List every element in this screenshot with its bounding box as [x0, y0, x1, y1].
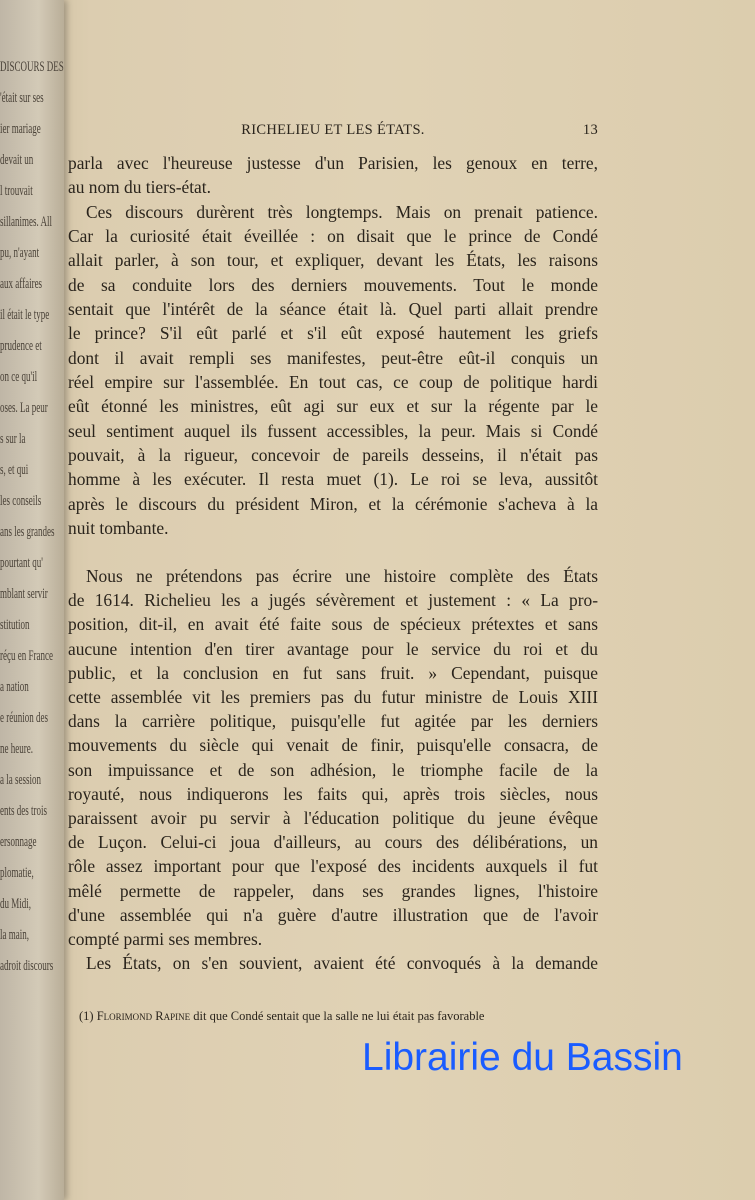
- text-line: eût étonné les ministres, eût agi sur eux et sur la régente par le: [68, 396, 598, 417]
- text-line: aucune intention d'en tirer avantage pour le service du roi et du: [68, 638, 598, 659]
- text-line: mêlé permette de rappeler, dans ses grandes lignes, l'histoire: [68, 880, 598, 901]
- text-line: royauté, nous indiquerons les faits qui, après trois siècles, nous: [68, 783, 598, 804]
- text-line: homme à les exécuter. Il resta muet (1). Le roi se leva, aussitôt: [68, 469, 598, 490]
- text-line: paraissent avoir pu servir à l'éducation politique du jeune évêque: [68, 808, 598, 828]
- facing-page-fragment: adroit discours: [0, 958, 54, 974]
- facing-page-fragment: stitution: [0, 617, 30, 633]
- facing-page-fragment: devait un: [0, 152, 34, 168]
- facing-page-fragment: mblant servir: [0, 586, 48, 602]
- facing-page-fragment: aux affaires: [0, 276, 43, 292]
- watermark-logo: Librairie du Bassin: [362, 1036, 683, 1079]
- text-line: allait parler, à son tour, et expliquer, devant les États, les raisons: [68, 250, 598, 271]
- facing-page-fragment: s, et qui: [0, 462, 29, 478]
- facing-page-fragment: a nation: [0, 679, 29, 695]
- text-line: Car la curiosité était éveillée : on disait que le prince de Condé: [68, 225, 598, 246]
- facing-page-fragment: ier mariage: [0, 121, 41, 137]
- footnote-marker: (1): [79, 1009, 94, 1023]
- facing-page-fragment: du Midi,: [0, 896, 32, 912]
- text-line: mouvements du siècle qui venait de finir, puisqu'elle consacra, de: [68, 735, 598, 756]
- facing-page-fragment: il était le type: [0, 307, 50, 323]
- facing-page-fragment: pu, n'ayant: [0, 245, 40, 261]
- text-line: le prince? S'il eût parlé et s'il eût exposé hautement les griefs: [68, 323, 598, 344]
- text-line: cette assemblée vit les premiers pas du futur ministre de Louis XIII: [68, 687, 598, 707]
- facing-page-fragment: s sur la: [0, 431, 26, 447]
- text-line: Les États, on s'en souvient, avaient été convoqués à la demande: [86, 953, 598, 974]
- text-line: dans la carrière politique, puisqu'elle fut agitée par les derniers: [68, 711, 598, 732]
- facing-page-fragment: e réunion des: [0, 710, 48, 726]
- footnote-author: Florimond Rapine: [96, 1009, 191, 1023]
- text-line: son impuissance et de son adhésion, le triomphe facile de la: [68, 759, 598, 780]
- facing-page-fragment: les conseils: [0, 493, 42, 509]
- running-title: RICHELIEU ET LES ÉTATS.: [241, 122, 425, 138]
- text-line: position, dit-il, en avait été faite sous de spécieux prétextes et sans: [68, 614, 598, 635]
- text-line: seul sentiment auquel ils fussent accessibles, la peur. Mais si Condé: [68, 420, 598, 441]
- facing-page-fragment: a la session: [0, 772, 41, 788]
- text-line: au nom du tiers-état.: [68, 177, 211, 198]
- text-line: Nous ne prétendons pas écrire une histoire complète des États: [86, 566, 598, 586]
- text-line: nuit tombante.: [68, 517, 169, 538]
- running-header: [68, 122, 598, 142]
- text-line: Ces discours durèrent très longtemps. Mais on prenait patience.: [86, 201, 598, 222]
- text-line: de 1614. Richelieu les a jugés sévèrement et justement : « La pro-: [68, 590, 598, 611]
- facing-page-fragment: DISCOURS DES: [0, 59, 64, 75]
- text-line: après le discours du président Miron, et la cérémonie s'acheva à la: [68, 493, 598, 514]
- text-line: pouvait, à la rigueur, concevoir de pareils desseins, il n'était pas: [68, 444, 598, 465]
- page-number: 13: [582, 122, 598, 138]
- text-line: compté parmi ses membres.: [68, 929, 263, 949]
- facing-page-fragment: sillanimes. All: [0, 214, 53, 230]
- footnote: [79, 1008, 484, 1024]
- facing-page-fragment: réçu en France: [0, 648, 53, 664]
- text-line: parla avec l'heureuse justesse d'un Parisien, les genoux en terre,: [68, 153, 598, 173]
- text-line: de sa conduite lors des derniers mouvements. Tout le monde: [68, 274, 598, 295]
- text-line: public, et la conclusion en fut sans fruit. » Cependant, puisque: [68, 662, 598, 683]
- text-line: dont il avait rempli ses manifestes, peut-être eût-il conquis un: [68, 347, 598, 368]
- facing-page-fragment: on ce qu'il: [0, 369, 38, 385]
- facing-page-fragment: la main,: [0, 927, 29, 943]
- facing-page-fragment: pourtant qu': [0, 555, 43, 571]
- text-line: d'une assemblée qui n'a guère d'autre illustration que de l'avoir: [68, 904, 598, 925]
- text-line: de Luçon. Celui-ci joua d'ailleurs, au cours des délibérations, un: [68, 832, 598, 853]
- text-line: réel empire sur l'assemblée. En tout cas, ce coup de politique hardi: [68, 371, 598, 392]
- facing-page-fragment: ans les grandes: [0, 524, 55, 540]
- facing-page-fragment: 'était sur ses: [0, 90, 44, 106]
- facing-page-fragment: prudence et: [0, 338, 42, 354]
- text-line: rôle assez important pour que l'exposé des incidents auxquels il fut: [68, 856, 598, 877]
- facing-page-fragment: ne heure.: [0, 741, 33, 757]
- facing-page-fragment: oses. La peur: [0, 400, 48, 416]
- facing-page-fragment: plomatie,: [0, 865, 34, 881]
- text-line: sentait que l'intérêt de la séance était là. Quel parti allait prendre: [68, 298, 598, 319]
- facing-page-fragment: ents des trois: [0, 803, 47, 819]
- facing-page-fragment: ersonnage: [0, 834, 37, 850]
- footnote-text: dit que Condé sentait que la salle ne lui était pas favorable: [193, 1009, 485, 1023]
- facing-page-edge: [0, 0, 64, 1200]
- facing-page-fragment: l trouvait: [0, 183, 33, 199]
